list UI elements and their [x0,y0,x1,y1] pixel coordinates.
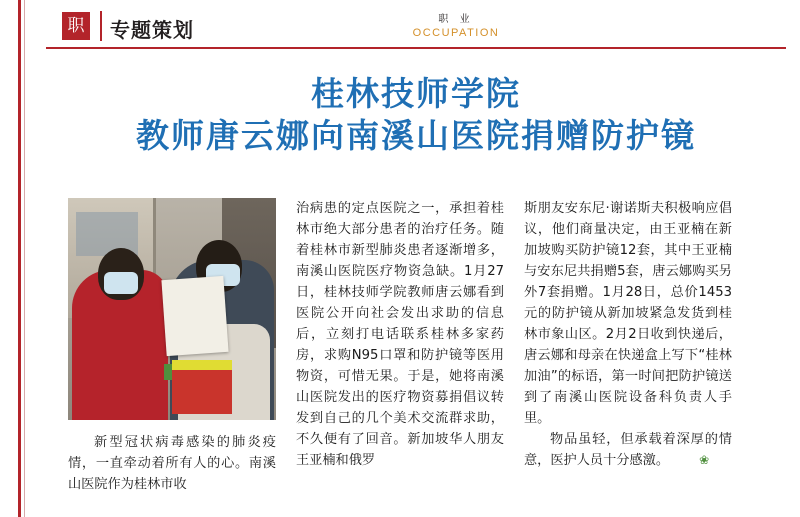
page-left-rule-thin [24,0,25,517]
article-column-3 [524,198,732,471]
header-underline [46,47,786,49]
article-photo [68,198,276,420]
paragraph-final [524,429,732,471]
header-divider [100,11,102,41]
headline-line-2: 教师唐云娜向南溪山医院捐赠防护镜 [136,116,696,155]
column-name-cn: 职 业 [438,14,474,25]
paragraph-final-text: 物品虽轻，但承载着深厚的情意，医护人员十分感激。 [524,432,732,468]
photo-red-box [172,368,232,414]
article-body [68,198,780,498]
article-column-2 [296,198,504,471]
section-label: 专题策划 [110,18,194,42]
photo-person-left-mask [104,272,138,294]
column-name-en: OCCUPATION [412,27,500,39]
column-name [376,10,536,39]
paragraph: 新型冠状病毒感染的肺炎疫情，一直牵动着所有人的心。南溪山医院作为桂林市收 [68,435,276,492]
headline-line-1: 桂林技师学院 [311,74,521,113]
page-title [46,74,786,158]
end-mark-icon: ❀ [699,453,710,467]
page-left-rule [18,0,21,517]
page-header [46,8,786,52]
paragraph: 治病患的定点医院之一，承担着桂林市绝大部分患者的治疗任务。随着桂林市新型肺炎患者逐渐增多，南溪山医院医疗物资急缺。1月27日，桂林技师学院教师唐云娜看到医院公开向社会发出求助的信息后，立刻打电话联系桂林多家药房，求购N95口罩和防护镜等医用物资，可惜无果。于是，她将南溪山医院发出的医疗物资募捐倡议转发到自己的几个美术交流群求助，不久便有了回音。新加坡华人朋友王亚楠和俄罗 [296,201,504,468]
article-column-1 [68,198,276,495]
publication-logo-icon: 职 [62,12,90,40]
photo-document-sheet [161,276,228,356]
paragraph: 斯朋友安东尼·谢诺斯夫积极响应倡议，他们商量决定，由王亚楠在新加坡购买防护镜12套，其中王亚楠与安东尼共捐赠5套，唐云娜购买另外7套捐赠。1月28日，总价1453元的防护镜从新加坡紧急发货到桂林市象山区。2月2日收到快递后，唐云娜和母亲在快递盒上写下“桂林加油”的标语，第一时间把防护镜送到了南溪山医院设备科负责人手里。 [524,201,732,426]
